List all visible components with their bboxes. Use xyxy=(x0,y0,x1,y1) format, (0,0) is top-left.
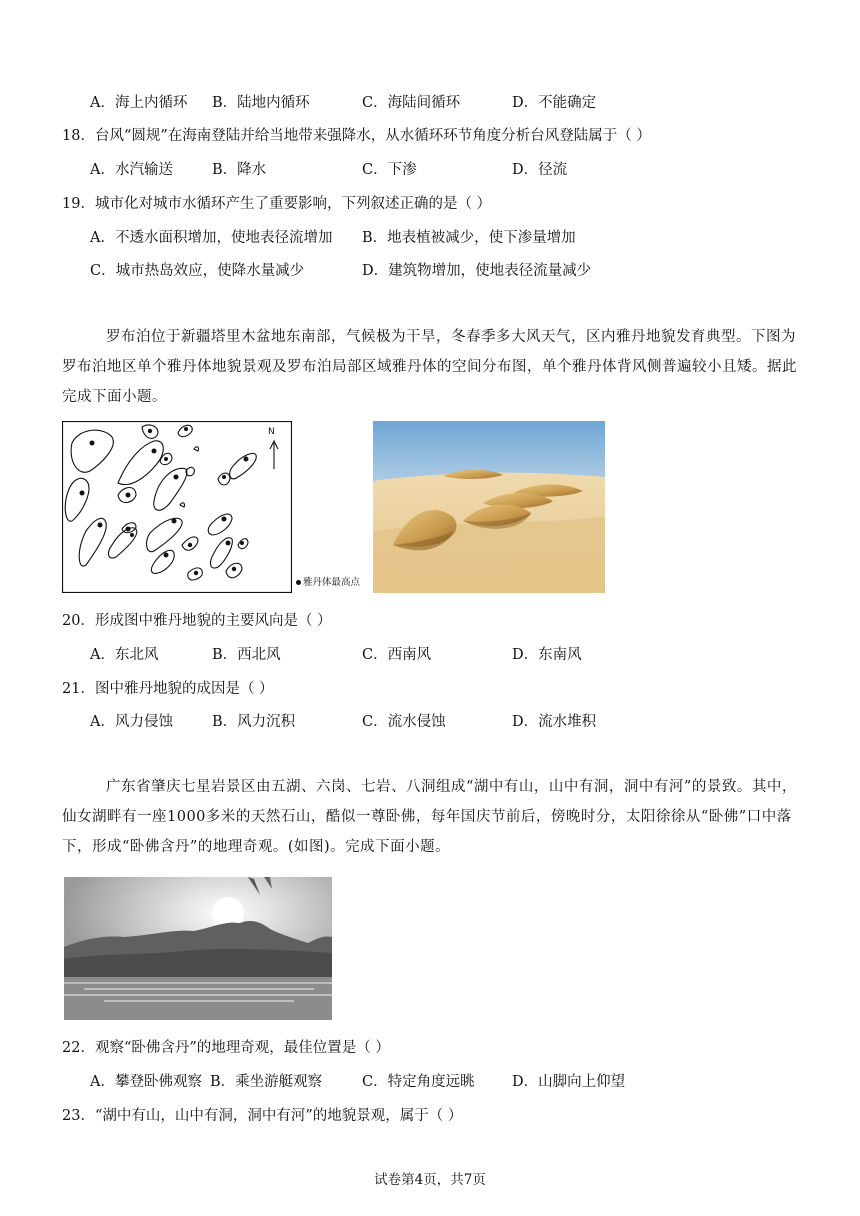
q18-stem: 18．台风“圆规”在海南登陆并给当地带来强降水，从水循环环节角度分析台风登陆属于（ ） xyxy=(62,128,651,144)
q21-option-d: D．流水堆积 xyxy=(512,714,597,730)
q22-option-c: C．特定角度远眺 xyxy=(362,1074,475,1090)
q21-option-c: C．流水侵蚀 xyxy=(362,714,446,730)
q22-option-a: A．攀登卧佛观察 xyxy=(90,1074,202,1090)
q17-option-d: D．不能确定 xyxy=(512,95,597,111)
q18-option-d: D．径流 xyxy=(512,162,568,178)
q20-stem: 20．形成图中雅丹地貌的主要风向是（ ） xyxy=(62,613,332,629)
q17-option-a: A．海上内循环 xyxy=(90,95,188,111)
q20-option-b: B．西北风 xyxy=(212,647,281,663)
q21-stem: 21．图中雅丹地貌的成因是（ ） xyxy=(62,681,274,697)
q19-stem: 19．城市化对城市水循环产生了重要影响，下列叙述正确的是（ ） xyxy=(62,196,492,212)
page-footer: 试卷第4页，共7页 xyxy=(374,1172,486,1188)
q17-option-c: C．海陆间循环 xyxy=(362,95,461,111)
q17-option-b: B．陆地内循环 xyxy=(212,95,310,111)
q18-option-c: C．下渗 xyxy=(362,162,417,178)
q20-option-d: D．东南风 xyxy=(512,647,582,663)
q19-option-d: D．建筑物增加，使地表径流量减少 xyxy=(362,263,592,279)
q22-option-d: D．山脚向上仰望 xyxy=(512,1074,626,1090)
q19-option-a: A．不透水面积增加，使地表径流增加 xyxy=(90,230,333,246)
q22-option-b: B．乘坐游艇观察 xyxy=(210,1074,323,1090)
yardang-distribution-map xyxy=(62,421,292,593)
q18-option-a: A．水汽输送 xyxy=(90,162,173,178)
q20-option-c: C．西南风 xyxy=(362,647,432,663)
q19-option-b: B．地表植被减少，使下渗量增加 xyxy=(362,230,576,246)
passage-lop-nur-text: 罗布泊位于新疆塔里木盆地东南部，气候极为干旱，冬春季多大风天气，区内雅丹地貌发育典型。下图为罗布泊地区单个雅丹体地貌景观及罗布泊局部区域雅丹体的空间分布图，单个雅丹体背风侧普遍较小且矮。据此完成下面小题。 xyxy=(62,329,797,405)
passage-qixingyan-text: 广东省肇庆七星岩景区由五湖、六岗、七岩、八洞组成“湖中有山，山中有洞，洞中有河”的景致。其中，仙女湖畔有一座1000多米的天然石山，酷似一尊卧佛，每年国庆节前后，傍晚时分，太阳徐徐从“卧佛”口中落下，形成“卧佛含丹”的地理奇观。(如图)。完成下面小题。 xyxy=(62,779,797,855)
legend-dot-icon xyxy=(296,580,301,585)
map-legend xyxy=(296,574,360,588)
north-label: N xyxy=(268,427,275,437)
q23-stem: 23．“湖中有山，山中有洞，洞中有河”的地貌景观，属于（ ） xyxy=(62,1108,463,1124)
map-legend-label: 雅丹体最高点 xyxy=(303,577,361,588)
q18-option-b: B．降水 xyxy=(212,162,267,178)
passage-lop-nur xyxy=(62,322,797,412)
q21-option-b: B．风力沉积 xyxy=(212,714,296,730)
yardang-landscape-image xyxy=(373,421,605,593)
sleeping-buddha-sunset-photo xyxy=(64,877,332,1020)
q19-option-c: C．城市热岛效应，使降水量减少 xyxy=(90,263,305,279)
passage-qixingyan xyxy=(62,772,797,862)
q21-option-a: A．风力侵蚀 xyxy=(90,714,173,730)
q20-option-a: A．东北风 xyxy=(90,647,159,663)
q22-stem: 22．观察“卧佛含丹”的地理奇观，最佳位置是（ ） xyxy=(62,1040,390,1056)
